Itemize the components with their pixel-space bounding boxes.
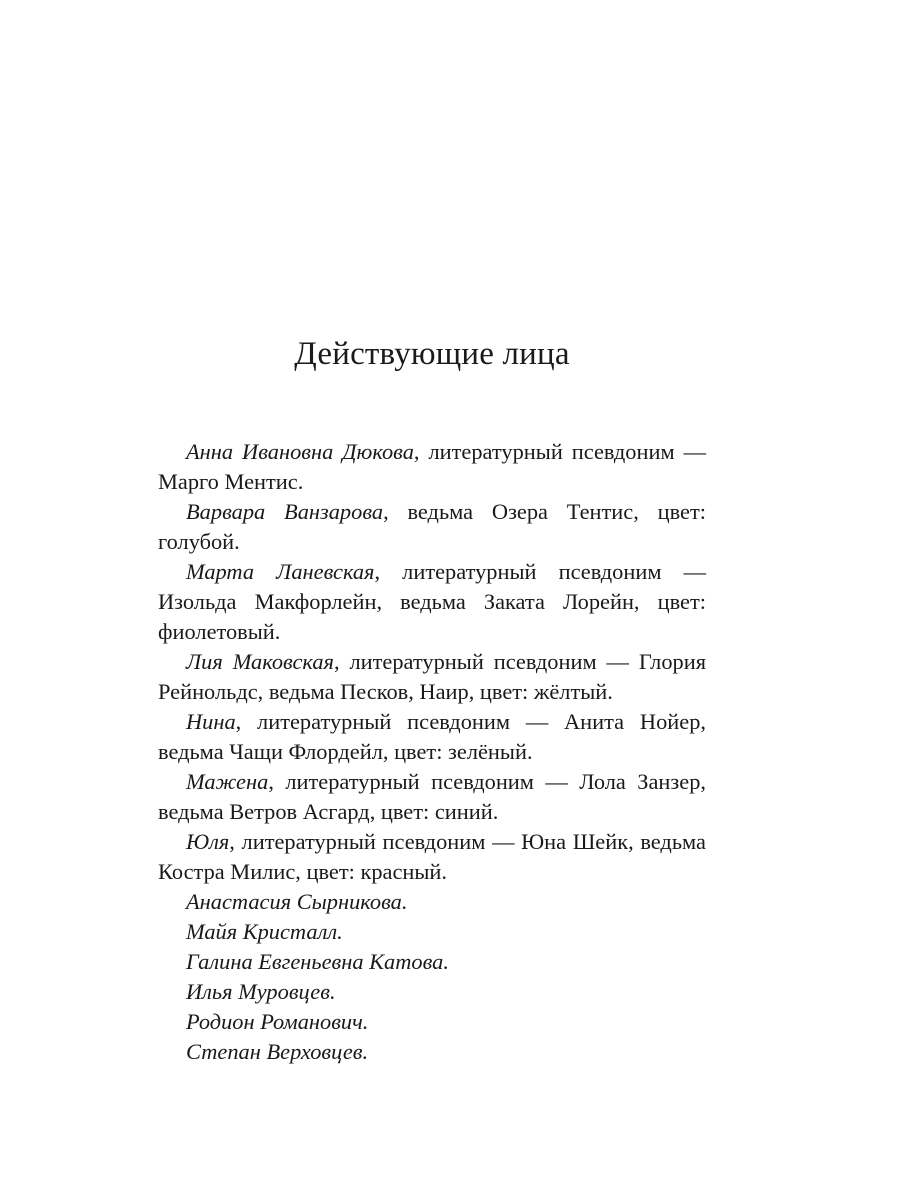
- cast-entry: [158, 977, 706, 1007]
- character-name: Галина Евгеньевна Катова.: [186, 949, 449, 974]
- character-description: , литературный псевдоним — Изольда Макфорлейн, ведьма Заката Лорейн, цвет: фиолетовый.: [158, 559, 706, 644]
- cast-entry: [158, 497, 706, 557]
- character-description: , литературный псевдоним — Юна Шейк, ведьма Костра Милис, цвет: красный.: [158, 829, 706, 884]
- character-name: Анна Ивановна Дюкова: [186, 439, 414, 464]
- character-name: Марта Ланевская: [186, 559, 375, 584]
- cast-entry: [158, 887, 706, 917]
- character-name: Лия Маковская: [186, 649, 334, 674]
- character-name: Нина: [186, 709, 236, 734]
- character-name: Анастасия Сырникова.: [186, 889, 408, 914]
- character-name: Юля: [186, 829, 230, 854]
- cast-entry: [158, 827, 706, 887]
- cast-entry: [158, 917, 706, 947]
- cast-entry: [158, 1037, 706, 1067]
- character-description: , литературный псевдоним — Глория Рейнольдс, ведьма Песков, Наир, цвет: жёлтый.: [158, 649, 706, 704]
- character-name: Майя Кристалл.: [186, 919, 343, 944]
- character-description: , литературный псевдоним — Марго Ментис.: [158, 439, 706, 494]
- cast-entry: [158, 647, 706, 707]
- character-name: Родион Романович.: [186, 1009, 369, 1034]
- cast-entry: [158, 437, 706, 497]
- character-description: , литературный псевдоним — Анита Нойер, ведьма Чащи Флордейл, цвет: зелёный.: [158, 709, 706, 764]
- character-name: Мажена: [186, 769, 269, 794]
- character-name: Илья Муровцев.: [186, 979, 336, 1004]
- cast-entry: [158, 947, 706, 977]
- cast-entry: [158, 1007, 706, 1037]
- character-description: , литературный псевдоним — Лола Занзер, ведьма Ветров Асгард, цвет: синий.: [158, 769, 706, 824]
- cast-list: [158, 437, 706, 1067]
- character-name: Варвара Ванзарова: [186, 499, 384, 524]
- cast-entry: [158, 767, 706, 827]
- cast-entry: [158, 557, 706, 647]
- page-title: Действующие лица: [294, 336, 570, 372]
- cast-entry: [158, 707, 706, 767]
- character-description: , ведьма Озера Тентис, цвет: голубой.: [158, 499, 706, 554]
- character-name: Степан Верховцев.: [186, 1039, 369, 1064]
